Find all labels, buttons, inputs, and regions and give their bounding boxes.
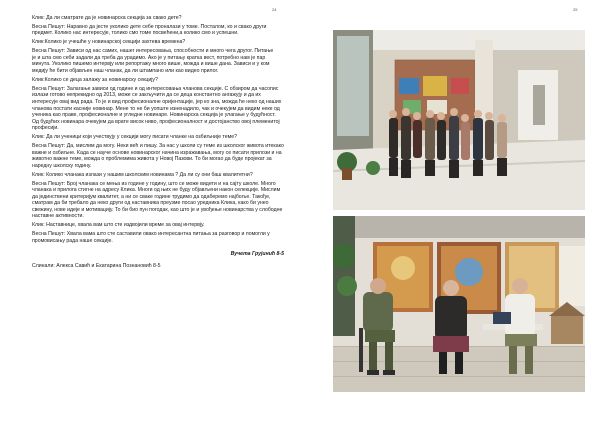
interview-text: [32, 15, 284, 272]
paragraph: Клик:Колико је учешће у новинарској секцији захтева времена?: [32, 39, 186, 46]
paragraph: Клик: Да ли ученици који учествују у секцији могу писати чланке на озбиљније теме?: [32, 134, 237, 141]
author-signature: Вучета Грујинић 8-5: [230, 251, 284, 258]
paragraph: Клик: Наставнице, хвала вам што сте издвојили време за овај интервју.: [32, 222, 205, 229]
paragraph: Клик: Да ли сматрате да је новинарска секција за свако дете?: [32, 15, 182, 21]
photo-credit: Слинали: Алекса Савић и Екатарина Познановић 8-5: [32, 262, 161, 269]
paragraph: Весна Пешут: Да, мислим да могу. Неки већ и пишу. За нас у школи су теме из школског живота итекако важне и озбиљне. Када се науче основе новинарског начина изражавања, могу се писати прилози и на животно важне теме, можда о проблемима живота у Новој Пазови. То би могао да буде пројекат за наредну школску годину.: [32, 143, 284, 169]
photo-students-hallway: [333, 30, 585, 210]
paragraph: је и шта смо себи задали да треба да урадимо. Ако је у питању кратка вест, потребно нам је пар минута. Уколико пишемо интервју или репортажу много више, можда и вишe дана. Зависи и у ком медију ће бити објављен наш чланак, да ли штампано или као видео прилог.: [32, 54, 270, 74]
paragraph: Весна Пешут: Број чланака се мења из године у годину, што се може видети и на сајту школе. Много чланака и прилога стигне на адресу Клика. Многи од њих не буду објављени након селекције. Мислим да јединствени критеријум квалитет, а ни се сваке године трудимо да одаберемо најбоље. Такође, сматрам да би требало да неко други од наставника преузме посао уредника Клика, како би унео свежину, нове идеје и мотивацију. То би био пун погодак, као што је и увођење новинарства у слободне наставне активности.: [32, 180, 283, 220]
paragraph: Весна Пешут: Наравно да јесте уколико дете себе проналази у томе. Посталом, ко и свако други предмет. Колико нас интересује, толико смо томе посвећени,а колико смо и успешни.: [32, 23, 267, 37]
right-page: [300, 0, 600, 424]
paragraph: Весна Пешут: Хвала вама што сте саставили овако интересантна питања за разговор и помогли у промовисању рада наше секције.: [32, 231, 270, 244]
photo-interview: [333, 216, 585, 392]
paragraph: Клик:Колико се деца залажу за новинарску секцију?: [32, 76, 158, 83]
paragraph: Весна Пешут: Зависи од нас самих, нашег интересовања, способности и много чега другог. Питање: [32, 48, 274, 55]
page-number-right: 25: [573, 7, 578, 12]
paragraph: Весна Пешут: Залагање зависи од године и од интересовања чланова секције. С обзиром да часопис излази готово непрекидно од 2013, може се закључити да се деца константно ангажују и да их интересује овај вид рада. То је и вид професионалне оријентације, јер ко зна, можда ће неко од наших чланова постати касније новинар. Мене то не би уопште изненадило, чак и очекујем да видим неке од ученика као праве, професионалне и угледне новинаре. Новинарска секција је улагање у будућност. Од будућих новинара очекујем да врате висок ниво, професионалност и достојанство овој племенитој професији.: [32, 85, 282, 132]
paragraph: Клик: Колико чланака излази у нашим школским новинама ? Да ли су они баш квалитетни?: [32, 171, 253, 178]
page-number-left: 24: [272, 7, 277, 12]
